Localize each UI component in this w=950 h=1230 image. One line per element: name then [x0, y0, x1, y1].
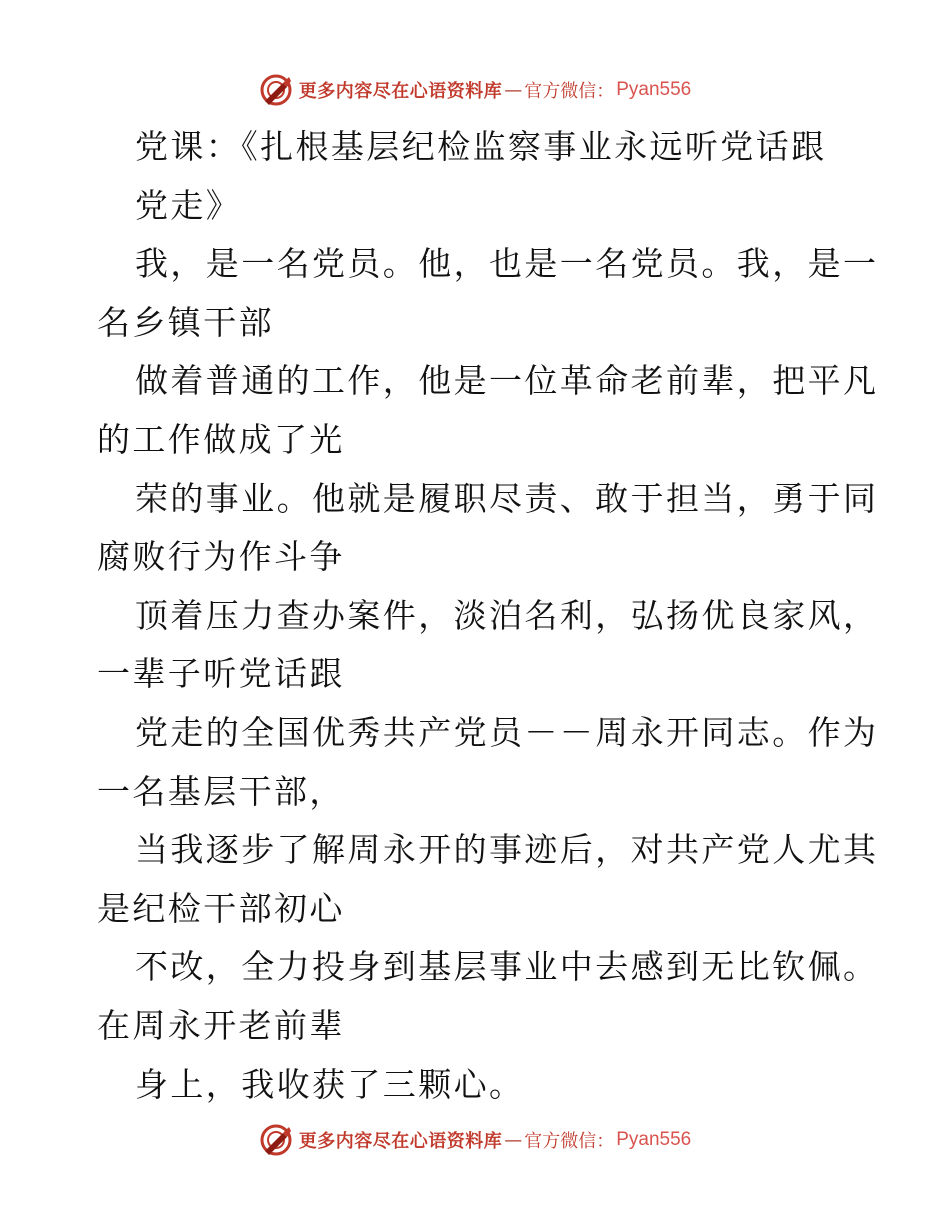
paragraph-line: 荣的事业。他就是履职尽责、敢于担当，勇于同	[135, 478, 879, 518]
paragraph-line: 腐败行为作斗争	[97, 537, 345, 577]
banner-title: 更多内容尽在心语资料库	[298, 1131, 503, 1152]
paragraph-line: 身上，我收获了三颗心。	[135, 1064, 525, 1104]
paragraph-line: 党走的全国优秀共产党员－－周永开同志。作为	[135, 712, 879, 752]
paragraph-line: 顶着压力查办案件，淡泊名利，弘扬优良家风，	[135, 595, 879, 635]
paragraph-line: 名乡镇干部	[97, 302, 274, 342]
paragraph-line: 是纪检干部初心	[97, 888, 345, 928]
paragraph-line: 在周永开老前辈	[97, 1005, 345, 1045]
paragraph-line: 党走》	[135, 185, 242, 225]
paragraph-line: 我，是一名党员。他，也是一名党员。我，是一	[135, 244, 879, 284]
document-body	[97, 118, 879, 1114]
banner-official-label: 官方微信：	[524, 81, 615, 102]
paragraph-line: 一名基层干部，	[97, 771, 345, 811]
footer-banner	[0, 1120, 950, 1160]
paragraph-line: 不改，全力投身到基层事业中去感到无比钦佩。	[135, 947, 879, 987]
paragraph-line: 做着普通的工作，他是一位革命老前辈，把平凡	[135, 361, 879, 401]
paragraph-line: 的工作做成了光	[97, 419, 345, 459]
banner-account: Pyan556	[616, 1129, 692, 1150]
paragraph-line: 党课：《扎根基层纪检监察事业永远听党话跟	[135, 127, 827, 166]
pen-logo-icon	[259, 73, 293, 107]
banner-separator: —	[504, 1129, 523, 1151]
banner-title: 更多内容尽在心语资料库	[298, 81, 503, 102]
banner-separator: —	[504, 79, 523, 101]
pen-logo-icon	[259, 1123, 293, 1157]
paragraph-line: 一辈子听党话跟	[97, 654, 345, 694]
banner-account: Pyan556	[616, 79, 692, 100]
header-banner	[0, 70, 950, 110]
banner-official-label: 官方微信：	[524, 1131, 615, 1152]
paragraph-line: 当我逐步了解周永开的事迹后，对共产党人尤其	[135, 830, 879, 870]
